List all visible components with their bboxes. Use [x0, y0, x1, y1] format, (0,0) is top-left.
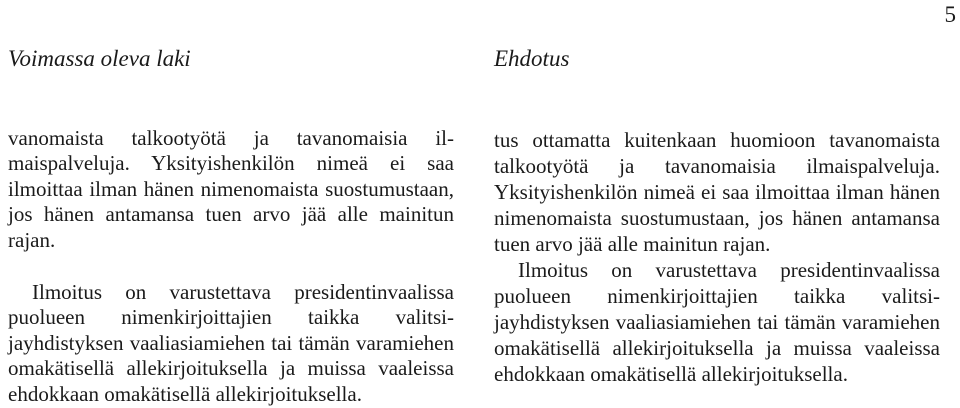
current-law-paragraph-2: Ilmoitus on varustettava presidentinvaalissa puolueen nimenkirjoittajien taikka valitsijayhdistyksen vaaliasiamiehen tai tämän varamiehen omakätisellä allekirjoituksella ja muissa vaaleissa ehdokkaan omakätisellä allekirjoituksella. [8, 280, 454, 406]
proposal-body [494, 127, 940, 387]
current-law-paragraph-1: vanomaista talkootyötä ja tavanomaisia ilmaispalveluja. Yksityishenkilön nimeä ei saa ilmoittaa ilman hänen nimenomaista suostumustaan, jos hänen antamansa tuen arvo jää alle mainitun rajan. [8, 126, 454, 252]
proposal-column [494, 44, 940, 387]
current-law-body [8, 126, 454, 407]
current-law-column [8, 44, 454, 407]
proposal-paragraph-1: tus ottamatta kuitenkaan huomioon tavanomaista talkootyötä ja tavanomaisia ilmaispalveluja. Yksityishenkilön nimeä ei saa ilmoittaa ilman hänen nimenomaista suostumustaan, jos hänen antamansa tuen arvo jää alle mainitun rajan. [494, 128, 940, 256]
page-number: 5 [944, 2, 956, 27]
current-law-heading: Voimassa oleva laki [8, 46, 191, 71]
proposal-heading: Ehdotus [494, 46, 570, 71]
proposal-paragraph-2: Ilmoitus on varustettava presidentinvaalissa puolueen nimenkirjoittajien taikka valitsijayhdistyksen vaaliasiamiehen tai tämän varamiehen omakätisellä allekirjoituksella ja muissa vaaleissa ehdokkaan omakätisellä allekirjoituksella. [494, 258, 940, 386]
